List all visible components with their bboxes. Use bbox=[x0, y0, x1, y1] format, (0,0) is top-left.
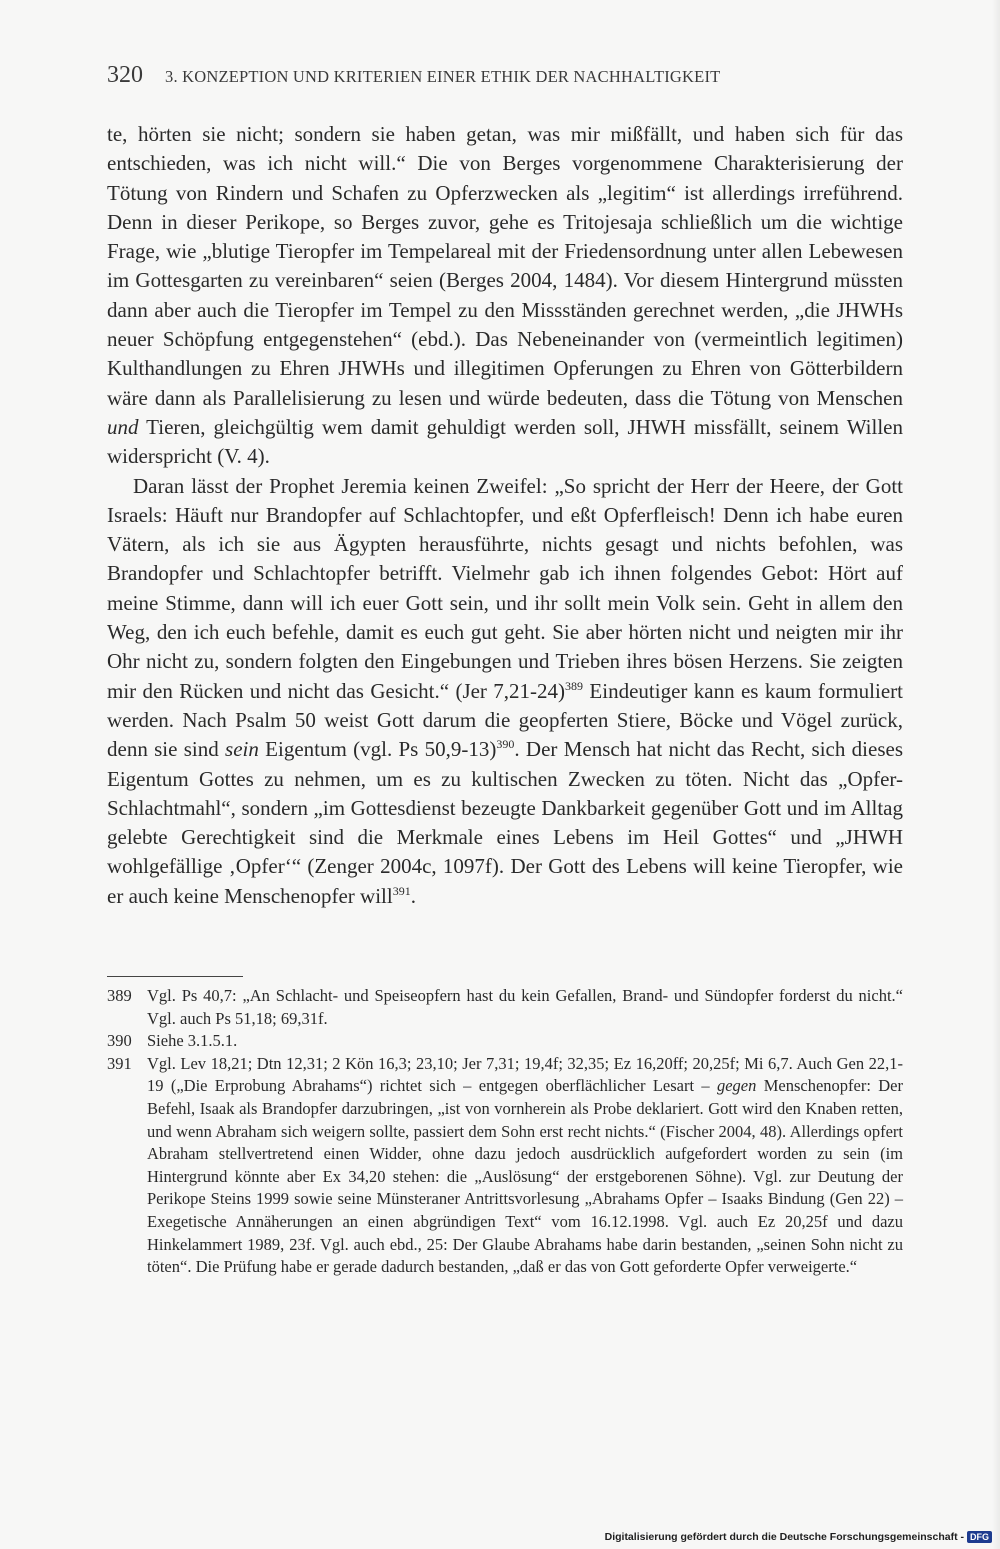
paragraph-1 bbox=[107, 120, 903, 472]
footnote-text: Vgl. Ps 40,7: „An Schlacht- und Speiseopfern hast du kein Gefallen, Brand- und Sündopfer forderst du nicht.“ Vgl. auch Ps 51,18; 69,31f. bbox=[147, 986, 903, 1028]
footnotes bbox=[107, 985, 903, 1279]
footnote-number: 390 bbox=[107, 1031, 132, 1051]
footnote-ref-390: 390 bbox=[496, 737, 515, 752]
footnote-391-italic: gegen bbox=[716, 1076, 757, 1096]
footnote-number: 391 bbox=[107, 1053, 132, 1073]
footnote-text bbox=[147, 1053, 903, 1279]
chapter-title: 3. KONZEPTION UND KRITERIEN EINER ETHIK DER NACHHALTIGKEIT bbox=[165, 67, 721, 86]
paragraph-2-text-a: Daran lässt der Prophet Jeremia keinen Zweifel: „So spricht der Herr der Heere, der Gott Israels: Häuft nur Brandopfer auf Schlachtopfer, und eßt Opferfleisch! Denn ich habe euren Vätern, als ich sie aus Ägypten herausführte, nichts gesagt und nichts befohlen, was Brandopfer und Schlachtopfer betrifft. Vielmehr gab ich ihnen folgendes Gebot: Hört auf meine Stimme, dann will ich euer Gott sein, und ihr sollt mein Volk sein. Geht in allem den Weg, den ich euch befehle, damit es euch gut geht. Sie aber hörten nicht und neigten mir ihr Ohr nicht zu, sondern folgten den Eingebungen und Trieben ihres bösen Herzens. Sie zeigten mir den Rücken und nicht das Gesicht.“ (Jer 7,21-24) bbox=[107, 473, 903, 703]
digitization-credit bbox=[605, 1529, 992, 1545]
running-head bbox=[107, 62, 907, 98]
body-text bbox=[107, 120, 903, 911]
credit-text: Digitalisierung gefördert durch die Deutsche Forschungsgemeinschaft - bbox=[604, 1531, 964, 1543]
footnote-rule bbox=[107, 976, 243, 977]
paragraph-1-italic: und bbox=[107, 414, 139, 439]
footnote-ref-391: 391 bbox=[392, 883, 411, 898]
footnote-ref-389: 389 bbox=[565, 678, 584, 693]
paragraph-2-text-c: Eigentum (vgl. Ps 50,9-13) bbox=[258, 737, 497, 762]
footnote-391-text-b: Menschenopfer: Der Befehl, Isaak als Brandopfer darzubringen, „ist von vornherein als Probe deklariert. Gott wird den Knaben retten, und wenn Abraham sich weigern sollte, passiert dem Sohn erst recht nichts.“ (Fischer 2004, 48). Allerdings opfert Abraham stellvertretend einen Widder, ohne dazu jedoch ausdrücklich aufgefordert worden zu sein (im Hintergrund könnte aber Ex 34,20 stehen: die „Auslösung“ der erstgeborenen Söhne). Vgl. zur Deutung der Perikope Steins 1999 sowie seine Münsteraner Antrittsvorlesung „Abrahams Opfer – Isaaks Bindung (Gen 22) – Exegetische Annäherungen an einen abgründigen Text“ vom 16.12.1998. Vgl. auch Ez 20,25f und dazu Hinkelammert 1989, 23f. Vgl. auch ebd., 25: Der Glaube Abrahams habe darin bestanden, „seinen Sohn nicht zu töten“. Die Prüfung habe er gerade dadurch bestanden, „daß er das von Gott geforderte Opfer verweigerte.“ bbox=[147, 1076, 903, 1277]
paragraph-2-text-e: . bbox=[410, 883, 416, 908]
page-number: 320 bbox=[107, 62, 143, 88]
footnote-389 bbox=[107, 985, 903, 1030]
paragraph-2-text-b: Eindeutiger kann es kaum formuliert werden. Nach Psalm 50 weist Gott darum die geopferten Stiere, Böcke und Vögel zurück, denn sie sind bbox=[107, 678, 903, 762]
footnote-390 bbox=[107, 1030, 903, 1053]
page-edge-shadow bbox=[992, 0, 1000, 1549]
paragraph-1-text-b: Tieren, gleichgültig wem damit gehuldigt werden soll, JHWH missfällt, seinem Willen widerspricht (V. 4). bbox=[107, 414, 903, 469]
paragraph-2 bbox=[107, 472, 903, 911]
paragraph-2-text-d: . Der Mensch hat nicht das Recht, sich dieses Eigentum Gottes zu nehmen, um es zu kultischen Zwecken zu töten. Nicht das „Opfer-Schlachtmahl“, sondern „im Gottesdienst bezeugte Dankbarkeit gegenüber Gott und im Alltag gelebte Gerechtigkeit sind die Merkmale eines Lebens im Heil Gottes“ und „JHWH wohlgefällige ‚Opfer‘“ (Zenger 2004c, 1097f). Der Gott des Lebens will keine Tieropfer, wie er auch keine Menschenopfer will bbox=[107, 737, 903, 908]
footnote-number: 389 bbox=[107, 986, 132, 1005]
footnote-text: Siehe 3.1.5.1. bbox=[147, 1031, 238, 1051]
dfg-logo: DFG bbox=[967, 1531, 992, 1543]
footnote-391-text-a: Vgl. Lev 18,21; Dtn 12,31; 2 Kön 16,3; 23,10; Jer 7,31; 19,4f; 32,35; Ez 16,20ff; 20,25f; Mi 6,7. Auch Gen 22,1-19 („Die Erprobung Abrahams“) richtet sich – entgegen oberflächlicher Lesart – bbox=[147, 1053, 903, 1096]
paragraph-1-text-a: te, hörten sie nicht; sondern sie haben getan, was mir mißfällt, und haben sich für das entschieden, was ich nicht will.“ Die von Berges vorgenommene Charakterisierung der Tötung von Rindern und Schafen zu Opferzwecken als „legitim“ ist allerdings irreführend. Denn in dieser Perikope, so Berges zuvor, gehe es Tritojesaja schließlich um die wichtige Frage, wie „blutige Tieropfer im Tempelareal mit der Friedensordnung unter allen Lebewesen im Gottesgarten zu vereinbaren“ seien (Berges 2004, 1484). Vor diesem Hintergrund müssten dann aber auch die Tieropfer im Tempel zu den Missständen gerechnet werden, „die JHWHs neuer Schöpfung entgegenstehen“ (ebd.). Das Nebeneinander von (vermeintlich legitimen) Kulthandlungen zu Ehren JHWHs und illegitimen Opferungen zu Ehren von Götterbildern wäre dann als Parallelisierung zu lesen und würde bedeuten, dass die Tötung von Menschen bbox=[107, 122, 903, 410]
footnote-391 bbox=[107, 1053, 903, 1279]
paragraph-2-italic: sein bbox=[225, 737, 259, 762]
